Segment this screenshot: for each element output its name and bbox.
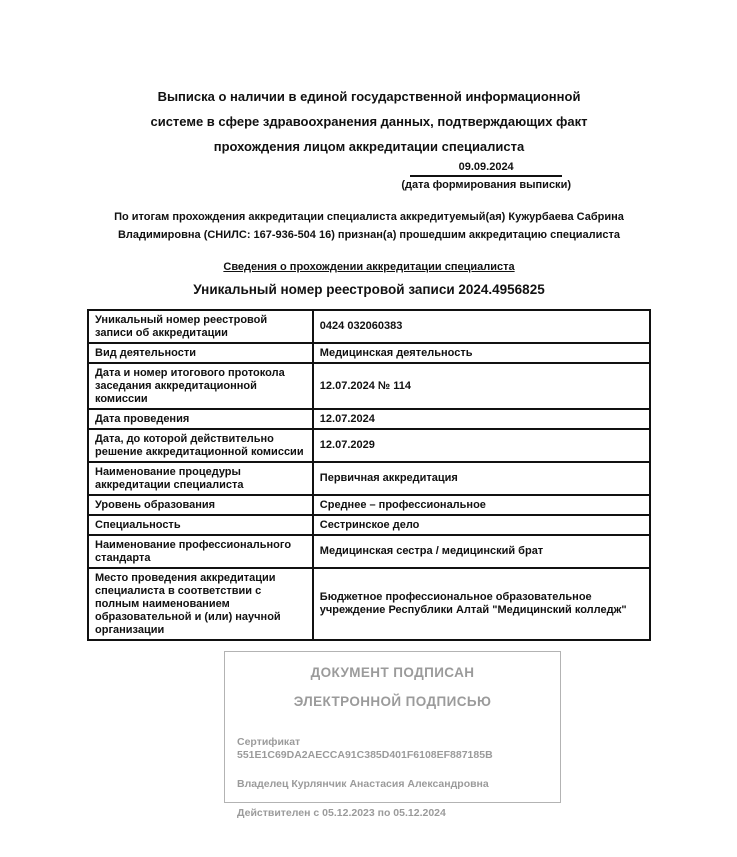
row-value: 12.07.2024 № 114 xyxy=(313,363,650,409)
table-row xyxy=(88,409,650,429)
row-label: Уровень образования xyxy=(88,495,313,515)
row-label: Специальность xyxy=(88,515,313,535)
row-label: Дата проведения xyxy=(88,409,313,429)
table-row xyxy=(88,495,650,515)
row-value: 12.07.2029 xyxy=(313,429,650,462)
signature-stamp-title-line-2: ЭЛЕКТРОННОЙ ПОДПИСЬЮ xyxy=(293,694,492,709)
row-label: Дата и номер итогового протокола заседания аккредитационной комиссии xyxy=(88,363,313,409)
issue-date-block xyxy=(401,161,571,192)
document-title-line-3: прохождения лицом аккредитации специалиста xyxy=(213,139,525,154)
document-title-line-2: системе в сфере здравоохранения данных, подтверждающих факт xyxy=(150,114,588,129)
issue-date-caption: (дата формирования выписки) xyxy=(401,179,571,191)
row-label: Наименование процедуры аккредитации специалиста xyxy=(88,462,313,495)
row-label: Уникальный номер реестровой записи об аккредитации xyxy=(88,310,313,343)
document-title xyxy=(87,84,651,159)
table-row xyxy=(88,343,650,363)
row-value: Медицинская сестра / медицинский брат xyxy=(313,535,650,568)
validity-line: Действителен с 05.12.2023 по 05.12.2024 xyxy=(237,807,446,819)
document-title-line-1: Выписка о наличии в единой государственной информационной xyxy=(157,89,581,104)
row-value: 12.07.2024 xyxy=(313,409,650,429)
table-row xyxy=(88,515,650,535)
accreditation-table xyxy=(87,309,651,641)
table-row xyxy=(88,462,650,495)
table-row xyxy=(88,535,650,568)
signature-stamp-details xyxy=(237,736,548,820)
owner-line: Владелец Курлянчик Анастасия Александровна xyxy=(237,778,489,790)
table-row xyxy=(88,429,650,462)
table-row xyxy=(88,568,650,640)
registry-number-heading: Уникальный номер реестровой записи 2024.4956825 xyxy=(193,282,545,297)
signature-stamp-title xyxy=(237,658,548,716)
table-row xyxy=(88,310,650,343)
intro-paragraph: По итогам прохождения аккредитации специалиста аккредитуемый(ая) Кужурбаева Сабрина Владимировна (СНИЛС: 167-936-504 16) признан(а) прошедшим аккредитацию специалиста xyxy=(114,211,624,241)
row-value: Среднее – профессиональное xyxy=(313,495,650,515)
row-label: Дата, до которой действительно решение аккредитационной комиссии xyxy=(88,429,313,462)
issue-date-value: 09.09.2024 xyxy=(410,161,562,177)
row-value: Медицинская деятельность xyxy=(313,343,650,363)
certificate-line: Сертификат 551E1C69DA2AECCA91C385D401F6108EF887185B xyxy=(237,736,493,761)
row-label: Наименование профессионального стандарта xyxy=(88,535,313,568)
row-label: Место проведения аккредитации специалиста в соответствии с полным наименованием образовательной и (или) научной организации xyxy=(88,568,313,640)
section-heading: Сведения о прохождении аккредитации специалиста xyxy=(223,261,515,273)
row-value: Первичная аккредитация xyxy=(313,462,650,495)
row-value: 0424 032060383 xyxy=(313,310,650,343)
signature-stamp-title-line-1: ДОКУМЕНТ ПОДПИСАН xyxy=(310,665,475,680)
row-value: Сестринское дело xyxy=(313,515,650,535)
table-row xyxy=(88,363,650,409)
row-label: Вид деятельности xyxy=(88,343,313,363)
row-value: Бюджетное профессиональное образовательное учреждение Республики Алтай "Медицинский колледж" xyxy=(313,568,650,640)
signature-stamp xyxy=(224,651,561,819)
